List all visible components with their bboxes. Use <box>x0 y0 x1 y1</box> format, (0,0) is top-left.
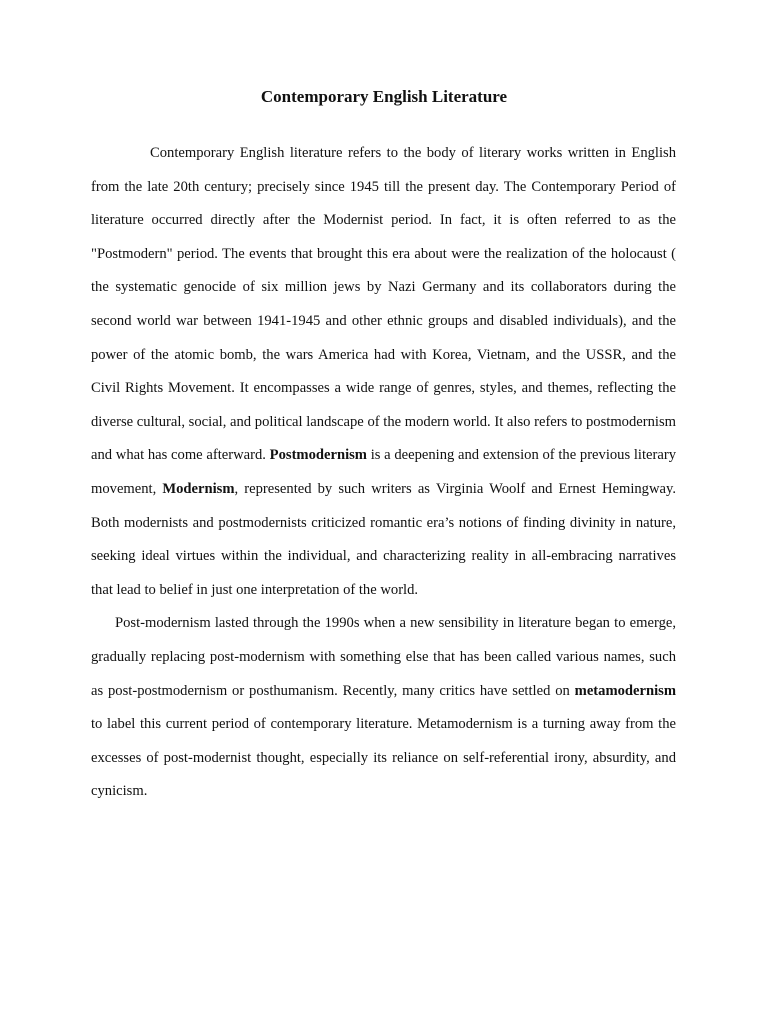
paragraph-contemporary-overview <box>91 137 676 607</box>
paragraph-1-intro: Contemporary English literature refers to the body of literary works written in English from the late 20th century; precisely since 1945 till the present day. The Contemporary Period of literature occurred directly after the Modernist period. In fact, it is often referred to as the "Postmodern" period. The events that brought this era about were the realization of the holocaust ( the systematic genocide of six million jews by Nazi Germany and its collaborators during the second world war between 1941-1945 and other ethnic groups and disabled individuals), and the power of the atomic bomb, the wars America had with Korea, Vietnam, and the USSR, and the Civil Rights Movement. It encompasses a wide range of genres, styles, and themes, reflecting the diverse cultural, social, and political landscape of the modern world. It also refers to postmodernism and what has come afterward. <box>91 145 676 464</box>
paragraph-1-postmodernism-definition: is a deepening and extension of the previous literary movement, <box>91 447 677 497</box>
paragraph-metamodernism <box>91 607 676 809</box>
document-title: Contemporary English Literature <box>260 87 508 106</box>
term-postmodernism: Postmodernism <box>269 447 367 464</box>
term-modernism: Modernism <box>162 480 235 497</box>
paragraph-1-closing: , represented by such writers as Virginia Woolf and Ernest Hemingway. Both modernists and postmodernists criticized romantic era’s notions of finding divinity in nature, seeking ideal virtues within the individual, and characterizing reality in all-embracing narratives that lead to belief in just one interpretation of the world. <box>91 480 676 598</box>
paragraph-2-closing: to label this current period of contemporary literature. Metamodernism is a turning away from the excesses of post-modernist thought, especially its reliance on self-referential irony, absurdity, and cynicism. <box>91 716 676 800</box>
paragraph-2-opening: Post-modernism lasted through the 1990s when a new sensibility in literature began to emerge, gradually replacing post-modernism with something else that has been called various names, such as post-postmodernism or posthumanism. Recently, many critics have settled on <box>91 615 676 699</box>
term-metamodernism: metamodernism <box>574 682 676 699</box>
document-body <box>91 137 676 809</box>
